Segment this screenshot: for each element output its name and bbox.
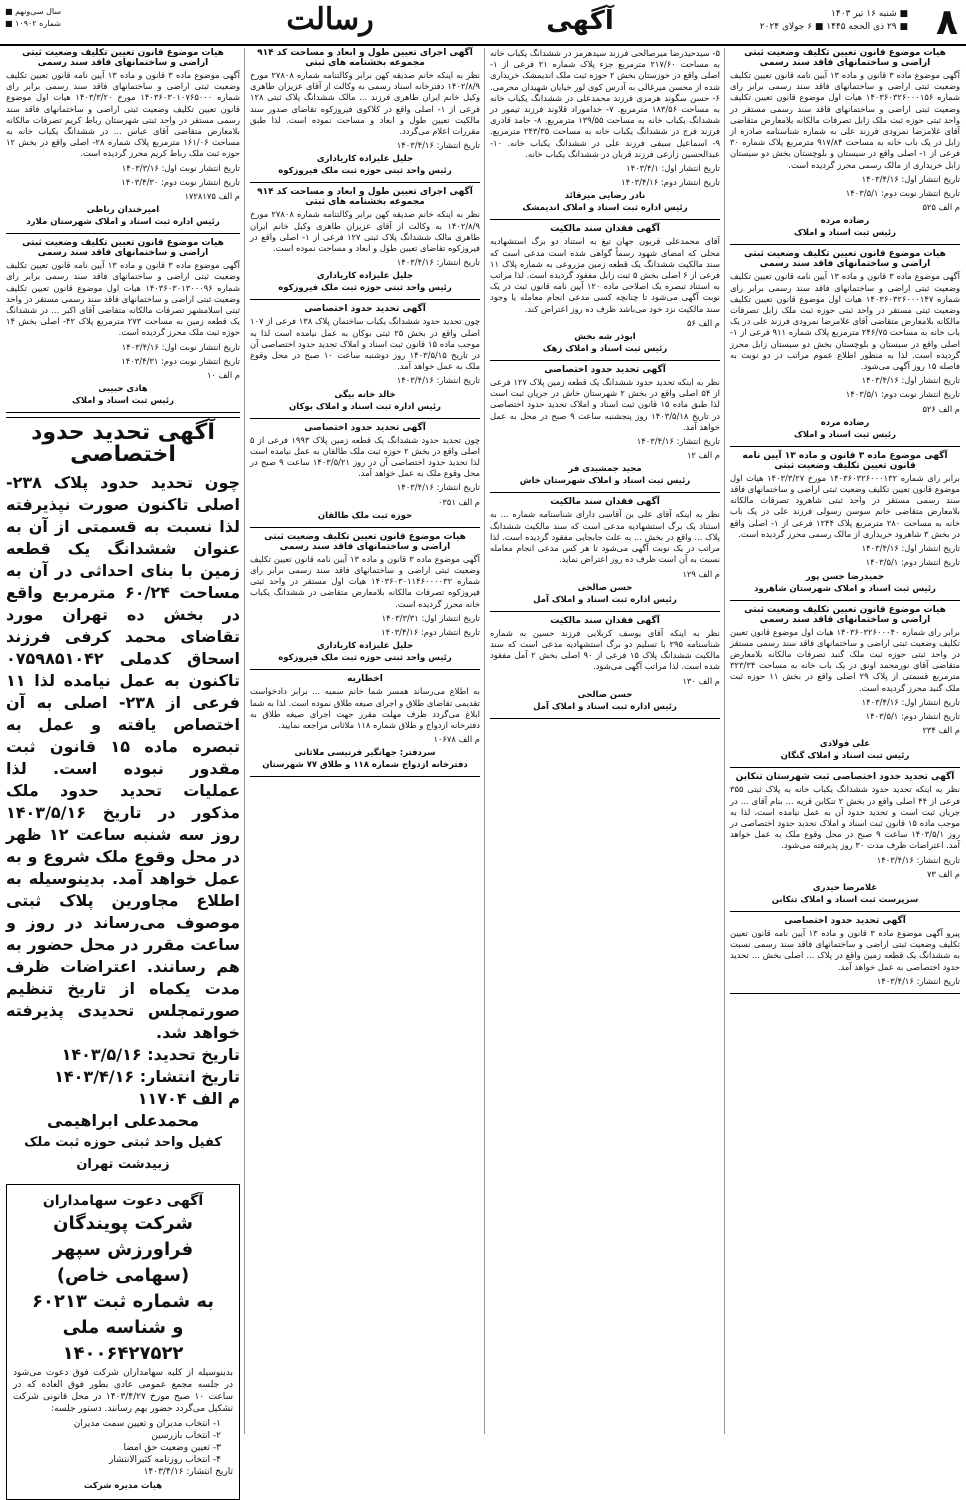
notice-date: تاریخ انتشار: ۱۴۰۳/۴/۱۶ — [396, 375, 480, 386]
notice-signer: رضاده مرده — [820, 216, 870, 227]
notice-date: تاریخ انتشار نوبت اول: ۱۴۰۳/۳/۱۶ — [121, 162, 240, 173]
notice-signer: رضاده مرده — [820, 417, 870, 428]
big-notice-body: چون تحدید حدود پلاک ۲۳۸- اصلی تاکنون صورت نپذیرفته لذا نسبت به قسمتی از آن به عنوان ششدانگ یک قطعه زمین با بنای احداثی در آن به مساحت ۶۰/۲۴ مترمربع واقع در بخش ده تهران مورد تقاضای محمد کرفی فرزند اسحاق کدملی ۰۷۵۹۸۵۱۰۴۲ تاکنون به عمل نیامده لذا ۱۱ فرعی از ۲۳۸- اصلی به آن اختصاص یافته و عمل به تبصره ماده ۱۵ قانون ثبت مقدور نبوده است. لذا عملیات تحدید حدود ملک مذکور در تاریخ ۱۴۰۳/۵/۱۶ روز سه شنبه ساعت ۱۲ ظهر در محل وقوع ملک شروع و به عمل خواهد آمد. بدینوسیله به اطلاع مجاورین پلاک ثبتی موصوف می‌رساند در روز و ساعت مقرر در محل حضور به هم رسانند. اعتراضات ظرف مدت یکماه از تاریخ تنظیم صورتمجلس تحدیدی پذیرفته خواهد شد. — [6, 473, 241, 1043]
agenda-item: ۱- انتخاب مدیران و تعیین سمت مدیران — [73, 1419, 221, 1430]
agenda-item: ۲- انتخاب بازرسین — [151, 1431, 221, 1442]
notice-body: پیرو آگهی موضوع ماده ۳ قانون و ماده ۱۳ آیین نامه قانون تعیین تکلیف وضعیت ثبتی اراضی و ساختمانهای فاقد سند رسمی نسبت به ششدانگ یک قطعه زمین واقع در پلاک ... اصلی بخش ... تحدید حدود اختصاصی به عمل خواهد آمد. — [730, 927, 960, 972]
notice-ref: م الف ۵۲۶ — [922, 403, 960, 414]
notice-office: رئیس اداره ثبت اسناد و املاک آمل — [533, 701, 677, 712]
notice-ref: م الف ۲۳۴ — [922, 725, 960, 736]
notice-body: نظر به اینکه خانم صدیقه کهن برابر وکالتنامه شماره ۲۷۸۰۸ مورخ ۱۴۰۲/۸/۹ به وکالت از آقای عزیزان طاهری وکیل خانم ایران طاهری مالک ششدانگ پلاک ثبتی ۱۲۷ فرعی از ۱- اصلی واقع در فیروزکوه تقاضای تعیین طول و ابعاد و مساحت نموده است. — [250, 209, 480, 254]
notice — [6, 48, 240, 227]
notice — [730, 48, 960, 238]
notice-date: تاریخ انتشار نوبت دوم: ۱۴۰۳/۵/۱ — [845, 188, 960, 199]
divider — [250, 182, 480, 183]
divider — [730, 600, 960, 601]
divider — [730, 911, 960, 912]
notice-ref: م الف ۱۲ — [686, 450, 720, 461]
notice-title: آگهی تحدید حدود اختصاصی — [544, 365, 666, 376]
big-notice-office: کفیل واحد ثبتی حوزه ثبت ملک زبیدشت تهران — [24, 1135, 222, 1173]
notice-signer: جلیل علیزاده کاریاداری — [316, 271, 414, 282]
company-notice-body: بدینوسیله از کلیه سهامداران شرکت فوق دعوت می‌شود در جلسه مجمع عمومی عادی بطور فوق العاده که در ساعت ۱۰ صبح مورخ ۱۴۰۳/۴/۲۷ در محل قانونی شرکت تشکیل می‌گردد حضور بهم رسانند. دستور جلسه: — [13, 1368, 233, 1415]
column-3 — [250, 48, 480, 1434]
big-notice-signer: محمدعلی ابراهیمی — [46, 1111, 200, 1131]
notice — [250, 532, 480, 663]
notice-title: آگهی تحدید حدود اختصاصی ثبت شهرستان تنکابن — [735, 772, 955, 783]
notice-date: تاریخ انتشار دوم: ۱۴۰۳/۴/۱۶ — [621, 177, 720, 188]
notice-title: اخطاریه — [347, 674, 383, 685]
notice-ref: م الف ۷۳ — [926, 868, 960, 879]
divider — [6, 417, 240, 418]
big-notice — [6, 422, 240, 1176]
notice-title: آگهی فقدان سند مالکیت — [550, 615, 660, 626]
company-reg: به شماره ثبت ۶۰۲۱۳ — [31, 1291, 215, 1313]
notice-body: چون تحدید حدود ششدانگ یکباب ساختمان پلاک ۱۳۸ فرعی از ۱۰۷ اصلی واقع در بخش ۲۵ ثبتی بوکان به عمل نیامده است لذا به موجب ماده ۱۵ قانون ثبت اسناد و املاک تحدید حدود اختصاصی آن در تاریخ ۱۴۰۳/۵/۱۵ روز دوشنبه ساعت ۱۰ صبح در محل وقوع ملک به عمل خواهد آمد. — [250, 316, 480, 372]
notice-signer: حسن صالحی — [577, 689, 633, 700]
notice-title: آگهی تحدید حدود اختصاصی — [304, 304, 426, 315]
notice-office: رئیس اداره ثبت اسناد و املاک بوکان — [289, 401, 441, 412]
notice-title: آگهی تحدید حدود اختصاصی — [784, 915, 906, 926]
notice-signer: نادر رضایی میرقائد — [564, 191, 646, 202]
divider — [490, 360, 720, 361]
notice — [490, 224, 720, 354]
notice-title: آگهی موضوع ماده ۳ قانون و ماده ۱۳ آیین نامه قانون تعیین تکلیف وضعیت ثبتی — [742, 450, 948, 471]
divider — [490, 492, 720, 493]
notice-office: رئیس ثبت اسناد و املاک — [794, 429, 896, 440]
notice-ref: م الف ۱۰ — [206, 370, 240, 381]
divider — [490, 611, 720, 612]
notice-title: هیات موضوع قانون تعیین تکلیف وضعیت ثبتی اراضی و ساختمانهای فاقد سند رسمی — [744, 249, 946, 270]
column-4 — [6, 48, 241, 1492]
notice-body: نظر به اینکه تحدید حدود ششدانگ یک قطعه زمین پلاک ۱۲۷ فرعی از ۵۴ اصلی واقع در بخش ۲ شهرستان خاش در جریان ثبت است لذا طبق ماده ۱۵ قانون ثبت اسناد و املاک تحدید حدود اختصاصی در تاریخ ۱۴۰۳/۵/۱۸ روز پنجشنبه ساعت ۹ صبح در محل به عمل خواهد آمد. — [490, 377, 720, 432]
notice-date: تاریخ انتشار: ۱۴۰۳/۴/۱۶ — [636, 436, 720, 447]
notice-ref: م الف ۵۲۵ — [922, 202, 960, 213]
page-number: ۸ — [936, 2, 958, 43]
notice-ref: م الف ۱۷۲۸۱۷۵ — [184, 191, 240, 202]
page-header — [0, 0, 966, 46]
divider — [490, 219, 720, 220]
notice-body: نظر به اینکه آقای یوسف کربلایی فرزند حسین به شماره شناسنامه ۲۹۵ با تسلیم دو برگ استشهادیه مدعی است که سند مالکیت ششدانگ پلاک ۱۵ فرعی از ۹۰ اصلی بخش ۲ آمل مفقود شده است. لذا مراتب آگهی می‌شود. — [490, 627, 720, 672]
big-notice-title: آگهی تحدید حدود اختصاصی — [31, 420, 215, 468]
divider — [250, 299, 480, 300]
notice-ref: م الف ۰۳۵۱ — [437, 496, 480, 507]
notice-signer: مجید جمشیدی فر — [568, 464, 642, 475]
divider — [730, 767, 960, 768]
notice-signer: ابوذر شه بخش — [574, 332, 636, 343]
notice-date: تاریخ انتشار نوبت دوم: ۱۴۰۳/۵/۱ — [845, 389, 960, 400]
issue-year: سال سی‌ونهم ■ — [5, 7, 62, 16]
agenda-item: ۳- تعیین وضعیت حق امضا — [123, 1443, 221, 1454]
notice-signer: حسن صالحی — [577, 582, 633, 593]
date-line — [760, 8, 908, 34]
notice-date: تاریخ انتشار: ۱۴۰۳/۴/۱۶ — [396, 257, 480, 268]
notice — [490, 48, 720, 213]
notice-body: آقای محمدعلی قربون جهان تیغ به استناد دو برگ استشهادیه محلی که امضای شهود رسماً گواهی شده است مدعی است که سند مالکیت ششدانگ یک قطعه زمین مزروعی به شماره پلاک ۱۱ فرعی از ۶ اصلی بخش ۵ ثبت زابل مفقود گردیده است. لذا مراتب به استناد تبصره یک اصلاحی ماده ۱۲۰ آیین نامه قانون ثبت در یک نوبت آگهی می‌شود تا چنانچه کسی مدعی انجام معامله یا وجود سند مالکیت نزد خود می‌باشد ظرف ده روز اعتراض کند. — [490, 236, 720, 314]
notice-office: رئیس اداره ثبت اسناد و املاک اندیمشک — [522, 203, 688, 214]
notice-signer: جلیل علیزاده کاریاداری — [316, 154, 414, 165]
notice-body: نظر به اینکه آقای علی بن آقاسی دارای شناسنامه شماره ... به استناد یک برگ استشهادیه مدعی است که سند مالکیت ششدانگ پلاک ... واقع در بخش ... به علت جابجایی مفقود گردیده است. لذا مراتب در یک نوبت آگهی می‌شود تا هر کس مدعی انجام معامله نسبت به آن است ظرف ده روز اعتراض نماید. — [490, 509, 720, 565]
notice-office: رئیس ثبت اسناد و املاک — [72, 396, 174, 407]
notice-date: تاریخ انتشار اول: ۱۴۰۳/۴/۱۶ — [861, 173, 960, 184]
notice-body: آگهی موضوع ماده ۳ قانون و ماده ۱۳ آیین نامه قانون تعیین تکلیف وضعیت ثبتی اراضی و ساختمانهای فاقد سند رسمی برابر رای شماره ۱۴۰۳۶۰۳۰۱۱۴۶۰۰۰۰۳۲ هیات اول مستقر در واحد ثبتی فیروزکوه تصرفات مالکانه بلامعارض متقاضی در ششدانگ یکباب خانه محرز گردیده است. — [250, 553, 480, 609]
notice-title: هیات موضوع قانون تعیین تکلیف وضعیت ثبتی اراضی و ساختمانهای فاقد سند رسمی — [22, 48, 224, 68]
divider — [250, 669, 480, 670]
divider — [6, 233, 240, 234]
notice — [250, 187, 480, 293]
notice-date: تاریخ انتشار اول: ۱۴۰۳/۴/۱۶ — [861, 543, 960, 554]
notice-office: رئیس اداره ثبت اسناد و املاک شهرستان ملارد — [26, 217, 220, 228]
company-notice — [6, 1184, 240, 1500]
column-1 — [730, 48, 960, 1434]
date-line-2: ■ ۲۹ ذی الحجه ۱۴۴۵ ■ ۶ جولای ۲۰۲۴ — [759, 22, 908, 32]
notice-title: آگهی اجرای تعیین طول و ابعاد و مساحت کد ۹۱۴ مجموعه بخشنامه های ثبتی — [257, 187, 473, 208]
notice-office: رئیس واحد ثبتی حوزه ثبت ملک فیروزکوه — [278, 283, 452, 294]
notice — [6, 238, 240, 406]
agenda-list — [13, 1418, 233, 1466]
notice-date: تاریخ انتشار: ۱۴۰۳/۴/۱۶ — [876, 975, 960, 986]
newspaper-logo: رسالت — [286, 2, 374, 37]
notice-date: تاریخ انتشار دوم: ۱۴۰۳/۵/۱ — [865, 557, 960, 568]
notice-date: تاریخ انتشار دوم: ۱۴۰۳/۴/۱۶ — [381, 627, 480, 638]
notice-signer: سردفتر: جهانگیر فرنیسی ملاثانی — [294, 748, 436, 759]
divider — [490, 718, 720, 719]
notice-body: چون تحدید حدود ششدانگ یک قطعه زمین پلاک ۱۹۹۳ فرعی از ۵ اصلی واقع در بخش ۲ حوزه ثبت ملک طالقان به عمل نیامده است لذا تحدید حدود اختصاصی آن در روز ۱۴۰۳/۵/۲۱ ساعت ۹ صبح در محل وقوع ملک به عمل خواهد آمد. — [250, 434, 480, 479]
notice-body: نظر به اینکه خانم صدیقه کهن برابر وکالتنامه شماره ۲۷۸۰۸ مورخ ۱۴۰۲/۸/۹ دفترخانه اسناد رسمی به وکالت از آقای عزیزان طاهری وکیل خانم ایران طاهری فرزند ... مالک ششدانگ پلاک ثبتی ۱۲۸ فرعی از ۱- اصلی واقع در کلاکوی فیروزکوه تقاضای صدور سند مالکیت تعیین طول و ابعاد و مساحت نموده است. لذا طبق مقررات اعلام می‌گردد. — [250, 70, 480, 137]
notice — [730, 916, 960, 987]
notice-office: رئیس ثبت اسناد و املاک شهرستان شاهرود — [754, 583, 936, 594]
notice-date: تاریخ انتشار نوبت دوم: ۱۴۰۳/۴/۳۱ — [121, 355, 240, 366]
notice-date: تاریخ انتشار: ۱۴۰۳/۴/۱۶ — [876, 854, 960, 865]
notice-signer: غلامرضا حیدری — [812, 882, 878, 893]
notice-office: رئیس ثبت اسناد و املاک زهک — [542, 344, 668, 355]
notice-office: رئیس ثبت اسناد و املاک — [794, 228, 896, 239]
notice-body: آگهی موضوع ماده ۳ قانون و ماده ۱۳ آیین نامه قانون تعیین تکلیف وضعیت ثبتی اراضی و ساختمانهای فاقد سند رسمی برابر رای شماره ۱۴۰۳۶۰۳۲۶۰۰۰۱۵۶ هیات اول موضوع قانون تعیین تکلیف وضعیت ثبتی اراضی و ساختمانهای فاقد سند رسمی مستقر در واحد ثبتی حوزه ثبت ملک زابل تصرفات مالکانه بلامعارض متقاضی آقای غلامرضا نمرودی فرزند علی به شماره شناسنامه صادره از زابل در یک باب خانه به مساحت ۹۱۷/۸۴ مترمربع پلاک شماره ۳۰ فرعی از ۱- اصلی واقع در سیستان و بلوچستان بخش دو سیستان زابل خریداری از مالک رسمی محرز گردیده است. — [730, 70, 960, 170]
notice — [250, 304, 480, 411]
column-2 — [490, 48, 720, 1434]
notice — [490, 616, 720, 712]
notice-date: تاریخ انتشار اول: ۱۴۰۳/۳/۳۱ — [381, 612, 480, 623]
notice-signer: خالد خانه بیگی — [334, 389, 396, 400]
date-line-1: ■ شنبه ۱۶ تیر ۱۴۰۳ — [831, 9, 908, 19]
notice-body: ۵- سیدحیدرضا میرصالحی فرزند سیدهرمز در ششدانگ یکباب خانه به مساحت ۲۱۷/۶۰ مترمربع جزء پلاک شماره ۲۱ فرعی از ۱- اصلی واقع در خوزستان بخش ۲ حوزه ثبت ملک اندیمشک خریداری شده از محسن میرغالی به آدرس کوی لور خیابان شهیدان محرمی. ۶- حسن سگوند هرمزی فرزند محمدعلی در ششدانگ یکباب خانه به مساحت ۱۸۳/۵۶ مترمربع. ۷- خداموراد قلاوند فرزند تیمور در ششدانگ یکباب خانه به مساحت ۱۳۹/۵۵ مترمربع. ۸- حامد قادری فرزند فرج در ششدانگ یکباب خانه به مساحت ۲۴۳/۳۵ مترمربع. ۹- اسماعیل سیفی فرزند علی در ششدانگ یکباب خانه. ۱۰- عبدالحسین زارعی فرزند قربان در ششدانگ یکباب خانه. — [490, 48, 720, 159]
notice-date: تاریخ انتشار اول: ۱۴۰۳/۴/۱ — [626, 163, 720, 174]
notice-title: هیات موضوع قانون تعیین تکلیف وضعیت ثبتی اراضی و ساختمانهای فاقد سند رسمی — [744, 604, 946, 625]
company-nid: و شناسه ملی ۱۴۰۰۶۴۲۷۵۲۲ — [62, 1317, 184, 1365]
notice — [730, 451, 960, 594]
notice-ref: م الف ۵۶ — [686, 317, 720, 328]
notice-title: آگهی فقدان سند مالکیت — [550, 497, 660, 508]
notice-title: آگهی فقدان سند مالکیت — [550, 224, 660, 235]
notice-body: نظر به اینکه تحدید حدود ششدانگ یکباب خانه به پلاک ثبتی ۳۵۵ فرعی از ۴۴ اصلی واقع در بخش ۲ تنکابن قریه ... بنام آقای ... در جریان ثبت است و تحدید حدود آن به عمل نیامده است، لذا به موجب ماده ۱۵ قانون ثبت اسناد و املاک تحدید حدود اختصاصی در روز ۱۴۰۳/۵/۱ ساعت ۹ صبح در محل وقوع ملک به عمل خواهد آمد. اعتراضات ظرف مدت ۳۰ روز پذیرفته می‌شود. — [730, 784, 961, 851]
notice-office: سرپرست ثبت اسناد و املاک تنکابن — [771, 894, 919, 905]
agenda-item: ۴- انتخاب روزنامه کثیرالانتشار — [108, 1455, 221, 1466]
notice-date: تاریخ انتشار اول: ۱۴۰۳/۴/۱۶ — [861, 696, 960, 707]
company-notice-signer: هیات مدیره شرکت — [83, 1481, 163, 1492]
notice-date: تاریخ انتشار نوبت اول: ۱۴۰۳/۴/۱۶ — [121, 341, 240, 352]
notice-office: دفترخانه ازدواج شماره ۱۱۸ و طلاق ۷۷ شهرستان — [262, 760, 468, 771]
notice — [730, 772, 960, 905]
notice-date: تاریخ انتشار دوم: ۱۴۰۳/۵/۱ — [865, 710, 960, 721]
notice-title: هیات موضوع قانون تعیین تکلیف وضعیت ثبتی اراضی و ساختمانهای فاقد سند رسمی — [22, 238, 224, 259]
section-title: آگهی — [546, 6, 614, 36]
notice-office: رئیس واحد ثبتی حوزه ثبت ملک فیروزکوه — [278, 653, 452, 664]
company-type: (سهامی خاص) — [56, 1265, 190, 1287]
notice-body: آگهی موضوع ماده ۳ قانون و ماده ۱۳ آیین نامه قانون تعیین تکلیف وضعیت ثبتی اراضی و ساختمانهای فاقد سند رسمی برابر رای شماره ۱۴۰۳۶۰۳۰۱۰۷۶۵۰۰۰ مورخ ۱۴۰۳/۳/۲۰ هیات اول موضوع قانون تعیین تکلیف وضعیت ثبتی اراضی و ساختمانهای فاقد سند رسمی مستقر در واحد ثبتی شهرستان رباط کریم تصرفات مالکانه بلامعارض متقاضی آقای عباس ... در ششدانگ یکباب خانه به مساحت ۱۶۱/۰۶ مترمربع پلاک شماره ۲۸- اصلی واقع در بخش ۱۲ حوزه ثبت ملک رباط کریم محرز گردیده است. — [6, 70, 240, 159]
notice-title: آگهی تحدید حدود اختصاصی — [304, 422, 426, 433]
notice-signer: هادی حبیبی — [98, 384, 148, 395]
divider — [730, 993, 960, 994]
notice-title: هیات موضوع قانون تعیین تکلیف وضعیت ثبتی اراضی و ساختمانهای فاقد سند رسمی — [264, 531, 466, 552]
notice-body: برابر رای شماره ۱۴۰۳۶۰۳۲۶۰۰۰۱۳۲ مورخ ۱۴۰۳/۳/۲۷ هیات اول موضوع قانون تعیین تکلیف وضعیت ثبتی اراضی و ساختمانهای فاقد سند رسمی مستقر در واحد ثبتی شاهرود تصرفات مالکانه بلامعارض متقاضی خانم سوسن رسولی فرزند علی در یک باب خانه به مساحت ۲۸۰ مترمربع پلاک ۱۲۴۴ فرعی از ۱- اصلی واقع در بخش ۳ شاهرود خریداری از مالک رسمی محرز گردیده است. — [730, 472, 960, 539]
divider — [6, 412, 240, 413]
notice-date: تاریخ انتشار اول: ۱۴۰۳/۴/۱۶ — [861, 375, 960, 386]
notice-body: به اطلاع می‌رساند همسر شما خانم سمیه ... برابر دادخواست تقدیمی تقاضای طلاق و اجرای صیغه طلاق نموده است. لذا به شما ابلاغ می‌گردد ظرف مهلت مقرر جهت اجرای صیغه طلاق به دفترخانه ازدواج و طلاق شماره ۱۱۸ ملاثانی مراجعه نمایید. — [250, 686, 480, 730]
notice-office: رئیس ثبت اسناد و املاک گنگان — [780, 751, 910, 762]
divider — [250, 527, 480, 528]
divider — [730, 446, 960, 447]
notice-body: آگهی موضوع ماده ۳ قانون و ماده ۱۳ آیین نامه قانون تعیین تکلیف وضعیت ثبتی اراضی و ساختمانهای فاقد سند رسمی برابر رای شماره ۱۴۰۳۶۰۳۲۶۰۰۰۱۴۷ هیات اول موضوع قانون تعیین تکلیف وضعیت ثبتی مستقر در واحد ثبتی حوزه ثبت ملک زابل تصرفات مالکانه بلامعارض متقاضی آقای غلامرضا نمرودی فرزند علی در یک باب خانه به مساحت ۲۴۶/۷۵ مترمربع پلاک شماره ۹۱۱ فرعی از ۱- اصلی واقع در سیستان و بلوچستان بخش دو سیستان زابل محرز گردیده است. لذا به منظور اطلاع عموم مراتب در دو نوبت به فاصله ۱۵ روز آگهی می‌شود. — [730, 271, 960, 372]
notice-date: تاریخ انتشار: ۱۴۰۳/۴/۱۶ — [396, 140, 480, 151]
notice — [490, 497, 720, 604]
divider — [250, 418, 480, 419]
notice-signer: حمیدرضا حسن پور — [805, 571, 885, 582]
notice-signer: امیرخندان رباطی — [86, 205, 160, 216]
notice-signer: حوزه ثبت ملک طالقان — [317, 510, 413, 521]
column-divider — [484, 48, 485, 1434]
notice — [730, 249, 960, 439]
issue-info — [5, 6, 61, 30]
notice-date: تاریخ انتشار نوبت دوم: ۱۴۰۳/۴/۳۰ — [121, 176, 240, 187]
notice — [730, 605, 960, 762]
notice-body: آگهی موضوع ماده ۳ قانون و ماده ۱۳ آیین نامه قانون تعیین تکلیف وضعیت ثبتی اراضی و ساختمانهای فاقد سند رسمی برابر رای شماره ۱۴۰۳۶۰۳۰۱۳۰۰۰۹۶ هیات اول موضوع قانون تعیین تکلیف وضعیت ثبتی اراضی و ساختمانهای فاقد سند رسمی مستقر در واحد ثبتی اسلامشهر تصرفات مالکانه متقاضی آقای اکبر ... در ششدانگ یک قطعه زمین به مساحت ۲۷۳ مترمربع پلاک ۴۲- اصلی بخش ۱۴ حوزه ثبت ملک محرز گردیده است. — [6, 260, 240, 338]
notice-signer: جلیل علیزاده کاریاداری — [316, 641, 414, 652]
notice-office: رئیس ثبت اسناد و املاک شهرستان خاش — [519, 476, 691, 487]
notice-office: رئیس واحد ثبتی حوزه ثبت ملک فیروزکوه — [278, 166, 452, 177]
notice — [250, 674, 480, 770]
company-name: شرکت پویندگان فراورزش سپهر — [52, 1213, 194, 1261]
column-divider — [244, 48, 245, 1434]
notice-ref: م الف ۱۳۰ — [682, 675, 720, 686]
big-notice-date1: تاریخ تحدید: ۱۴۰۳/۵/۱۶ — [61, 1045, 240, 1065]
notice-ref: م الف ۱۲۹ — [682, 568, 720, 579]
column-divider — [724, 48, 725, 1434]
issue-number: شماره ۱۰۹۰۲ ■ — [5, 19, 61, 28]
notice-title: آگهی اجرای تعیین طول و ابعاد و مساحت کد ۹۱۴ مجموعه بخشنامه های ثبتی — [257, 48, 473, 68]
company-notice-date: تاریخ انتشار: ۱۴۰۳/۴/۱۶ — [143, 1467, 233, 1478]
big-notice-ref: م الف ۱۱۷۰۴ — [137, 1089, 240, 1109]
big-notice-date2: تاریخ انتشار: ۱۴۰۳/۴/۱۶ — [54, 1067, 240, 1087]
notice-ref: م الف ۱۰۶۷۸ — [433, 734, 480, 745]
company-notice-title: آگهی دعوت سهامداران — [42, 1193, 204, 1210]
notice — [250, 423, 480, 521]
notice-signer: علی فولادی — [819, 739, 871, 750]
notice — [490, 365, 720, 486]
notice-date: تاریخ انتشار: ۱۴۰۳/۴/۱۶ — [396, 482, 480, 493]
notice-office: رئیس اداره ثبت اسناد و املاک آمل — [533, 594, 677, 605]
divider — [250, 776, 480, 777]
notice-title: هیات موضوع قانون تعیین تکلیف وضعیت ثبتی اراضی و ساختمانهای فاقد سند رسمی — [744, 48, 946, 68]
notice-body: برابر رای شماره ۱۴۰۳۶۰۳۲۶۰۰۰۴۰ هیات اول موضوع قانون تعیین تکلیف وضعیت ثبتی اراضی و ساختمانهای فاقد سند رسمی مستقر در واحد ثبتی حوزه ثبت ملک گنبد تصرفات مالکانه بلامعارض متقاضی آقای نورمحمد اونق در یک باب خانه به مساحت ۳۲۳/۳۴ مترمربع قسمتی از پلاک ۲۹ اصلی واقع در بخش ۱۱ حوزه ثبت ملک گنبد محرز گردیده است. — [730, 626, 960, 693]
notice — [250, 48, 480, 176]
divider — [730, 244, 960, 245]
